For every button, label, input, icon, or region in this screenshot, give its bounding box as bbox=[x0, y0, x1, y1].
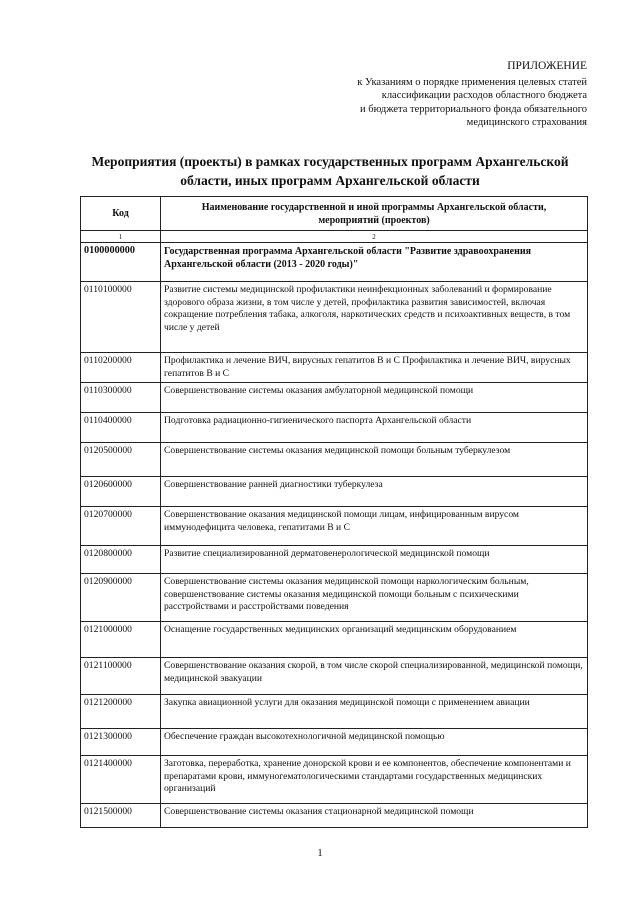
table-row bbox=[81, 507, 588, 546]
row-name: Развитие специализированной дерматовенерологической медицинской помощи bbox=[161, 546, 588, 574]
header-name-line: Наименование государственной и иной программы Архангельской области, bbox=[201, 202, 547, 213]
row-code: 0121400000 bbox=[81, 756, 161, 804]
row-name: Государственная программа Архангельской области "Развитие здравоохранения Архангельской области (2013 - 2020 годы)" bbox=[161, 243, 588, 282]
table-row bbox=[81, 413, 588, 443]
page-title-line: области, иных программ Архангельской области bbox=[180, 173, 480, 188]
table-row bbox=[81, 546, 588, 574]
row-code: 0110100000 bbox=[81, 282, 161, 353]
row-name: Совершенствование системы оказания медицинской помощи больным туберкулезом bbox=[161, 443, 588, 477]
table-header-row bbox=[81, 197, 588, 231]
row-code: 0121200000 bbox=[81, 695, 161, 729]
row-code: 0120800000 bbox=[81, 546, 161, 574]
table-row bbox=[81, 383, 588, 413]
row-code: 0121000000 bbox=[81, 622, 161, 658]
page-title bbox=[70, 152, 590, 190]
header-name-line: мероприятий (проектов) bbox=[318, 214, 430, 226]
programs-table bbox=[80, 196, 588, 828]
row-name: Совершенствование системы оказания медицинской помощи наркологическим больным, совершенствование системы оказания медицинской помощи больным с психическими расстройствами и расстройствами поведения bbox=[161, 574, 588, 622]
row-name: Совершенствование оказания скорой, в том числе скорой специализированной, медицинской помощи, медицинской эвакуации bbox=[161, 658, 588, 695]
table-row bbox=[81, 756, 588, 804]
row-name: Совершенствование ранней диагностики туберкулеза bbox=[161, 477, 588, 507]
row-code: 0121300000 bbox=[81, 729, 161, 756]
page-number: 1 bbox=[317, 847, 323, 859]
column-number: 1 bbox=[81, 231, 161, 243]
row-name: Развитие системы медицинской профилактики неинфекционных заболеваний и формирование здорового образа жизни, в том числе у детей, профилактика развития зависимостей, включая сокращение потребления табака, алкоголя, наркотических средств и психоактивных веществ, в том числе у детей bbox=[161, 282, 588, 353]
table-row bbox=[81, 477, 588, 507]
row-name: Профилактика и лечение ВИЧ, вирусных гепатитов B и C Профилактика и лечение ВИЧ, вирусных гепатитов B и C bbox=[161, 353, 588, 383]
appendix-line: и бюджета территориального фонда обязательного bbox=[360, 103, 587, 115]
row-name: Совершенствование оказания медицинской помощи лицам, инфицированным вирусом иммунодефицита человека, гепатитами B и C bbox=[161, 507, 588, 546]
header-code: Код bbox=[81, 197, 161, 231]
row-code: 0120600000 bbox=[81, 477, 161, 507]
row-name: Обеспечение граждан высокотехнологичной медицинской помощью bbox=[161, 729, 588, 756]
table-row bbox=[81, 443, 588, 477]
table-row bbox=[81, 574, 588, 622]
table-row bbox=[81, 353, 588, 383]
row-name: Заготовка, переработка, хранение донорской крови и ее компонентов, обеспечение компонентами и препаратами крови, иммуногематологическими стандартами государственных медицинских организаций bbox=[161, 756, 588, 804]
table-row bbox=[81, 658, 588, 695]
column-number: 2 bbox=[161, 231, 588, 243]
header-name bbox=[161, 197, 588, 231]
row-code: 0110300000 bbox=[81, 383, 161, 413]
row-name: Совершенствование системы оказания амбулаторной медицинской помощи bbox=[161, 383, 588, 413]
appendix-line: медицинского страхования bbox=[466, 117, 587, 128]
page-title-line: Мероприятия (проекты) в рамках государственных программ Архангельской bbox=[91, 154, 569, 169]
table-row bbox=[81, 243, 588, 282]
table-row bbox=[81, 695, 588, 729]
column-number-row bbox=[81, 231, 588, 243]
row-code: 0120700000 bbox=[81, 507, 161, 546]
row-name: Подготовка радиационно-гигиенического паспорта Архангельской области bbox=[161, 413, 588, 443]
row-code: 0110400000 bbox=[81, 413, 161, 443]
table-row bbox=[81, 729, 588, 756]
row-code: 0121500000 bbox=[81, 804, 161, 828]
table-row bbox=[81, 622, 588, 658]
row-code: 0100000000 bbox=[81, 243, 161, 282]
row-code: 0120500000 bbox=[81, 443, 161, 477]
row-name: Совершенствование системы оказания стационарной медицинской помощи bbox=[161, 804, 588, 828]
row-name: Закупка авиационной услуги для оказания медицинской помощи с применением авиации bbox=[161, 695, 588, 729]
appendix-heading: ПРИЛОЖЕНИЕ bbox=[507, 60, 587, 72]
row-name: Оснащение государственных медицинских организаций медицинским оборудованием bbox=[161, 622, 588, 658]
table-row bbox=[81, 804, 588, 828]
appendix-line: классификации расходов областного бюджета bbox=[381, 90, 587, 101]
table-row bbox=[81, 282, 588, 353]
appendix-line: к Указаниям о порядке применения целевых статей bbox=[357, 76, 587, 88]
row-code: 0110200000 bbox=[81, 353, 161, 383]
row-code: 0120900000 bbox=[81, 574, 161, 622]
row-code: 0121100000 bbox=[81, 658, 161, 695]
appendix-block bbox=[287, 60, 587, 130]
